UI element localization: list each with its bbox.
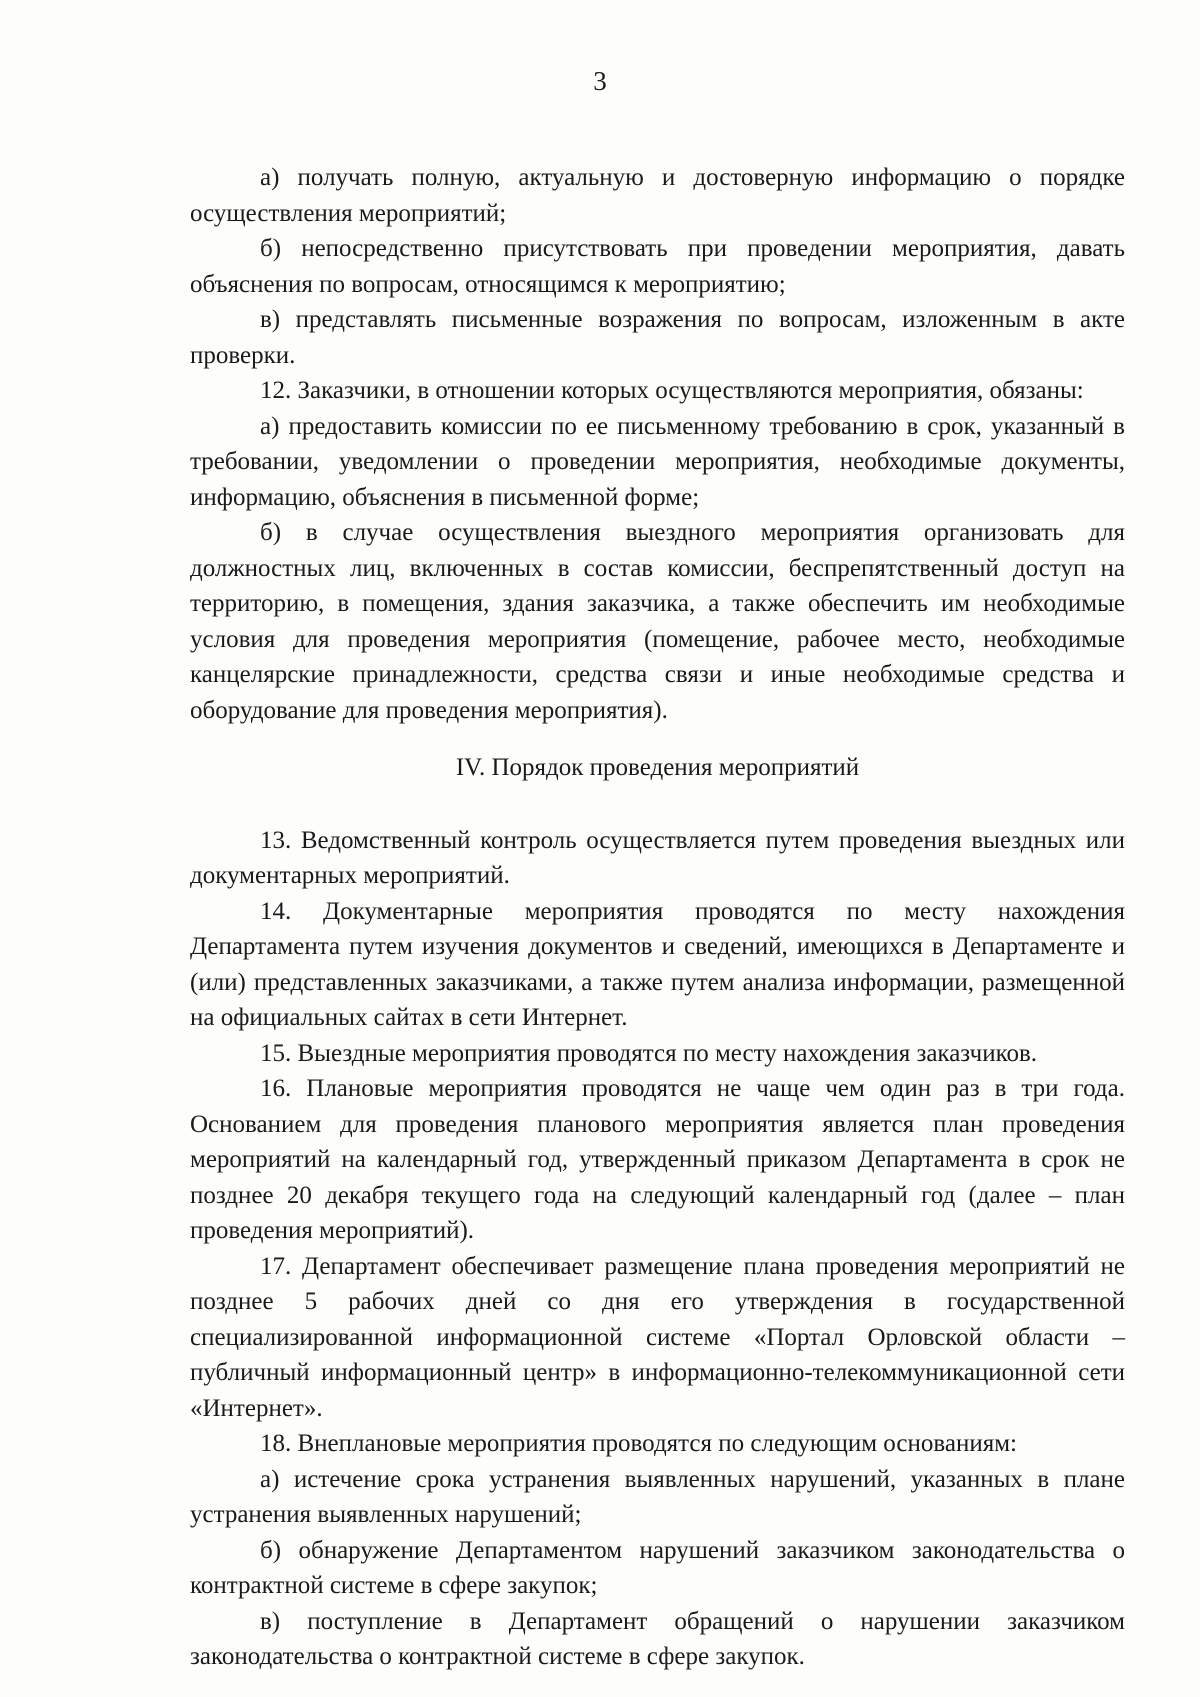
section-heading: IV. Порядок проведения мероприятий <box>455 754 860 781</box>
paragraph-18: 18. Внеплановые мероприятия проводятся по следующим основаниям: <box>260 1430 1017 1457</box>
paragraph-18-a: а) истечение срока устранения выявленных нарушений, указанных в плане устранения выявленных нарушений; <box>190 1465 1125 1528</box>
page-number: 3 <box>593 66 607 96</box>
paragraph-right-a: а) получать полную, актуальную и достоверную информацию о порядке осуществления мероприятий; <box>190 164 1125 227</box>
paragraph-12-b: б) в случае осуществления выездного мероприятия организовать для должностных лиц, включенных в состав комиссии, беспрепятственный доступ на территорию, в помещения, здания заказчика, а также обеспечить им необходимые условия для проведения мероприятия (помещение, рабочее место, необходимые канцелярские принадлежности, средства связи и иные необходимые средства и оборудование для проведения мероприятия). <box>190 519 1125 724</box>
paragraph-17: 17. Департамент обеспечивает размещение плана проведения мероприятий не позднее 5 рабочих дней со дня его утверждения в государственной специализированной информационной системе «Портал Орловской области – публичный информационный центр» в информационно-телекоммуникационной сети «Интернет». <box>190 1252 1125 1422</box>
paragraph-13: 13. Ведомственный контроль осуществляется путем проведения выездных или документарных мероприятий. <box>190 826 1125 889</box>
paragraph-right-v: в) представлять письменные возражения по вопросам, изложенным в акте проверки. <box>190 306 1125 369</box>
paragraph-18-b: б) обнаружение Департаментом нарушений заказчиком законодательства о контрактной системе в сфере закупок; <box>190 1536 1125 1599</box>
document-body <box>190 160 1125 1675</box>
paragraph-16: 16. Плановые мероприятия проводятся не чаще чем один раз в три года. Основанием для проведения планового мероприятия является план проведения мероприятий на календарный год, утвержденный приказом Департамента в срок не позднее 20 декабря текущего года на следующий календарный год (далее – план проведения мероприятий). <box>190 1075 1125 1244</box>
paragraph-right-b: б) непосредственно присутствовать при проведении мероприятия, давать объяснения по вопросам, относящимся к мероприятию; <box>190 235 1125 298</box>
paragraph-14: 14. Документарные мероприятия проводятся по месту нахождения Департамента путем изучения документов и сведений, имеющихся в Департаменте и (или) представленных заказчиками, а также путем анализа информации, размещенной на официальных сайтах в сети Интернет. <box>190 897 1125 1031</box>
paragraph-12: 12. Заказчики, в отношении которых осуществляются мероприятия, обязаны: <box>260 377 1084 404</box>
paragraph-12-a: а) предоставить комиссии по ее письменному требованию в срок, указанный в требовании, уведомлении о проведении мероприятия, необходимые документы, информацию, объяснения в письменной форме; <box>190 412 1125 511</box>
paragraph-18-v: в) поступление в Департамент обращений о нарушении заказчиком законодательства о контрактной системе в сфере закупок. <box>190 1607 1125 1670</box>
paragraph-15: 15. Выездные мероприятия проводятся по месту нахождения заказчиков. <box>260 1039 1038 1067</box>
